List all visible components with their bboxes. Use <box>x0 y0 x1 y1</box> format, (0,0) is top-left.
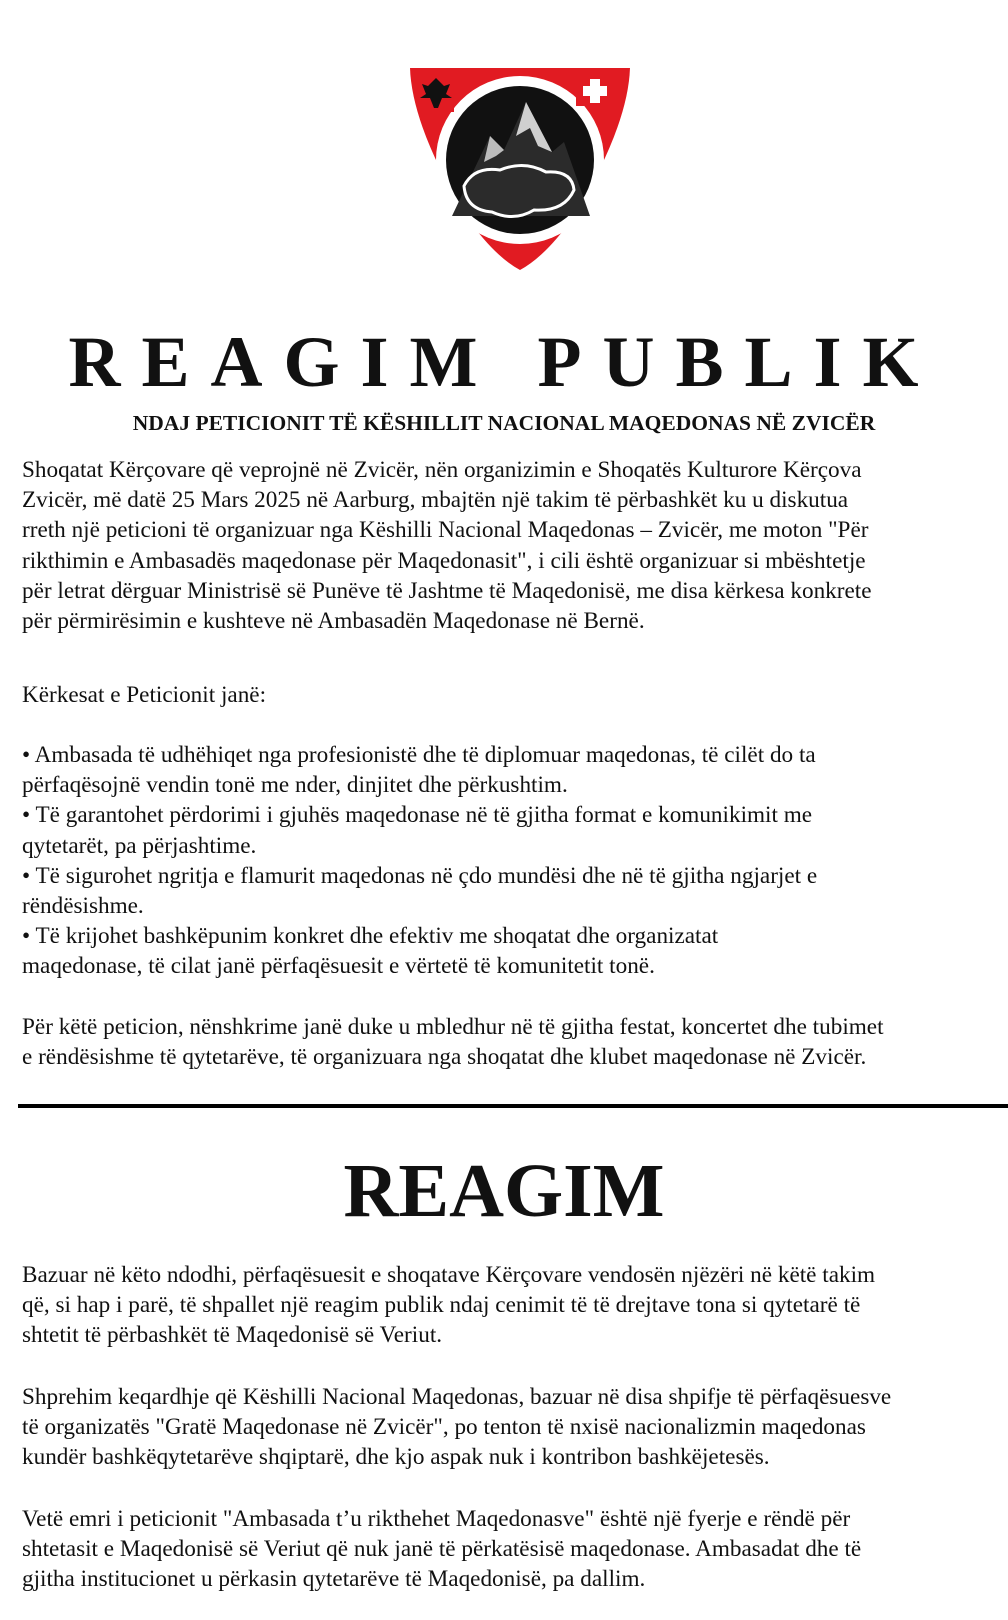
text-line: që, si hap i parë, të shpallet një reagim publik ndaj cenimit të të drejtave tona si qytetarë të <box>22 1292 861 1319</box>
list-item: • Të garantohet përdorimi i gjuhës maqedonase në të gjitha format e komunikimit me <box>22 802 813 829</box>
list-item: qytetarët, pa përjashtime. <box>22 832 257 859</box>
list-item: • Të krijohet bashkëpunim konkret dhe efektiv me shoqatat dhe organizatat <box>22 923 719 950</box>
text-line: për letrat dërguar Ministrisë së Punëve të Jashtme të Maqedonisë, me disa kërkesa konkrete <box>22 577 872 604</box>
text-line: Zvicër, më datë 25 Mars 2025 në Aarburg, mbajtën një takim të përbashkët ku u diskutua <box>22 487 849 514</box>
text-line: Kërkesat e Peticionit janë: <box>22 682 267 708</box>
text-line: rikthimin e Ambasadës maqedonase për Maqedonasit", i cili është organizuar si mbështetje <box>22 547 866 574</box>
text-line: rreth një peticioni të organizuar nga Këshilli Nacional Maqedonas – Zvicër, me moton "Për <box>22 517 869 544</box>
section-title: REAGIM <box>343 1149 665 1233</box>
text-line: shtetasit e Maqedonisë së Veriut që nuk janë të përkatësisë maqedonase. Ambasadat dhe të <box>22 1536 862 1563</box>
reaction-paragraph-1 <box>22 1260 1008 1351</box>
text-line: e rëndësishme të qytetarëve, të organizuara nga shoqatat dhe klubet maqedonase në Zvicër. <box>22 1044 867 1071</box>
text-line: kundër bashkëqytetarëve shqiptarë, dhe kjo aspak nuk i kontribon bashkëjetesës. <box>22 1444 770 1471</box>
list-item: përfaqësojnë vendin tonë me nder, dinjitet dhe përkushtim. <box>22 772 568 799</box>
list-item: maqedonase, të cilat janë përfaqësuesit e vërtetë të komunitetit tonë. <box>22 953 655 980</box>
intro-paragraph <box>22 455 1008 636</box>
reaction-paragraph-2 <box>22 1382 1008 1473</box>
text-line: Për këtë peticion, nënshkrime janë duke u mbledhur në të gjitha festat, koncertet dhe tubimet <box>22 1014 884 1040</box>
text-line: Shprehim keqardhje që Këshilli Nacional Maqedonas, bazuar në disa shpifje të përfaqësuesve <box>22 1384 892 1410</box>
text-line: për përmirësimin e kushteve në Ambasadën Maqedonase në Bernë. <box>22 607 645 634</box>
text-line: Shoqatat Kërçovare që veprojnë në Zvicër, nën organizimin e Shoqatës Kulturore Kërçova <box>22 457 862 483</box>
text-line: gjitha institucionet u përkasin qytetarëve të Maqedonisë, pa dallim. <box>22 1566 646 1593</box>
divider <box>18 1104 1008 1108</box>
shield-logo-icon <box>404 66 636 272</box>
text-line: shtetit të përbashkët të Maqedonisë së Veriut. <box>22 1322 443 1349</box>
text-line: Bazuar në këto ndodhi, përfaqësuesit e shoqatave Kërçovare vendosën njëzëri në këtë takim <box>22 1262 876 1288</box>
reaction-paragraph-3 <box>22 1504 1008 1595</box>
text-line: të organizatës "Gratë Maqedonase në Zvicër", po tenton të nxisë nacionalizmin maqedonas <box>22 1414 866 1441</box>
list-item: • Të sigurohet ngritja e flamurit maqedonas në çdo mundësi dhe në të gjitha ngjarjet e <box>22 862 818 889</box>
demands-heading <box>22 680 1008 710</box>
text-line: Vetë emri i peticionit "Ambasada t’u rikthehet Maqedonasve" është një fyerje e rëndë për <box>22 1506 851 1532</box>
page-subtitle: NDAJ PETICIONIT TË KËSHILLIT NACIONAL MAQEDONAS NË ZVICËR <box>132 411 876 435</box>
list-item: rëndësishme. <box>22 892 144 919</box>
demands-list <box>22 740 1008 982</box>
list-item: • Ambasada të udhëhiqet nga profesionistë dhe të diplomuar maqedonas, të cilët do ta <box>22 742 816 768</box>
page-title: REAGIM PUBLIK <box>68 322 940 402</box>
shield-logo <box>404 66 636 272</box>
signatures-paragraph <box>22 1012 1008 1072</box>
